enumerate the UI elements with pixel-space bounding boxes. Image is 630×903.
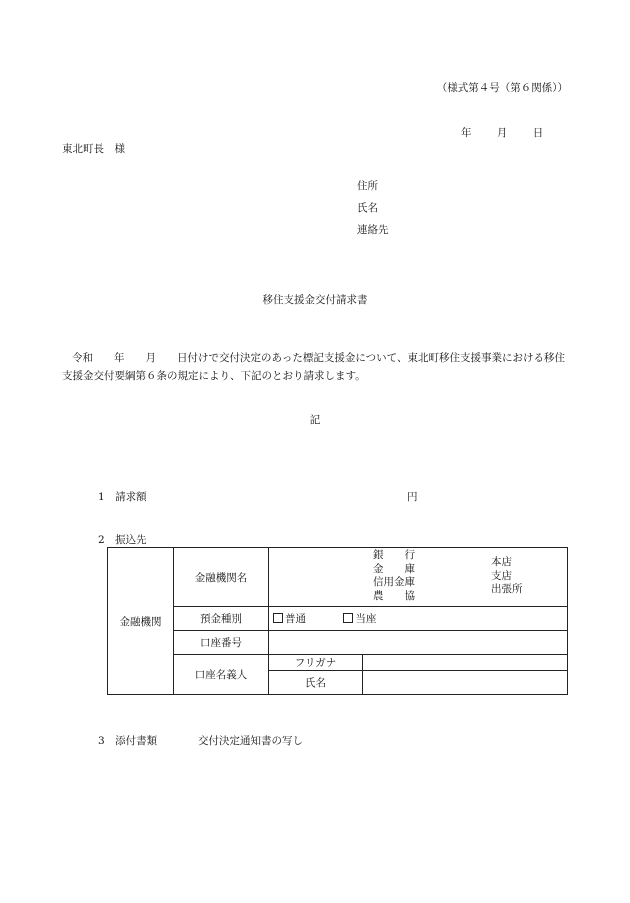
institution-type-list bbox=[373, 549, 415, 603]
amount-label: 1 請求額 bbox=[98, 491, 147, 503]
deposit-type-label: 預金種別 bbox=[174, 607, 269, 631]
furigana-label: フリガナ bbox=[269, 655, 363, 671]
transfer-label: 2 振込先 bbox=[98, 534, 147, 546]
attachments-label: 3 添付書類 bbox=[98, 735, 158, 747]
applicant-name-label: 氏名 bbox=[357, 202, 378, 214]
branch-type-branch[interactable]: 支店 bbox=[491, 569, 512, 582]
deposit-option-ordinary[interactable]: 普通 bbox=[273, 613, 306, 625]
date-year: 年 bbox=[461, 127, 472, 139]
ordinary-checkbox[interactable] bbox=[273, 613, 283, 623]
branch-type-sub[interactable]: 出張所 bbox=[491, 583, 523, 595]
deposit-option-current[interactable]: 当座 bbox=[343, 613, 376, 625]
attachments-value: 交付決定通知書の写し bbox=[198, 735, 303, 747]
deposit-type-field bbox=[269, 607, 568, 631]
branch-type-list bbox=[491, 556, 523, 597]
institution-name-label: 金融機関名 bbox=[174, 548, 269, 607]
ki-heading: 記 bbox=[309, 414, 321, 426]
branch-type-head[interactable]: 本店 bbox=[491, 556, 512, 568]
date-day: 日 bbox=[532, 127, 544, 139]
institution-type-bank[interactable]: 銀 行 bbox=[373, 549, 415, 561]
institution-type-kinko[interactable]: 金 庫 bbox=[373, 562, 415, 575]
applicant-address-label: 住所 bbox=[357, 180, 378, 192]
furigana-field[interactable] bbox=[363, 655, 568, 671]
document-title: 移住支援金交付請求書 bbox=[262, 294, 368, 306]
request-statement: 令和 年 月 日付けで交付決定のあった標記支援金について、東北町移住支援事業における移住支援金交付要綱第６条の規定により、下記のとおり請求します。 bbox=[62, 352, 565, 382]
account-number-label: 口座番号 bbox=[174, 631, 269, 655]
account-number-field[interactable] bbox=[269, 631, 568, 655]
holder-name-field[interactable] bbox=[363, 671, 568, 695]
amount-unit: 円 bbox=[407, 491, 418, 503]
bank-account-table bbox=[107, 547, 568, 695]
institution-type-nokyo[interactable]: 農 協 bbox=[373, 589, 415, 602]
account-holder-label: 口座名義人 bbox=[174, 655, 269, 695]
financial-institution-group-label: 金融機関 bbox=[108, 548, 174, 695]
date-month: 月 bbox=[496, 127, 508, 139]
institution-name-field[interactable] bbox=[269, 548, 568, 607]
addressee: 東北町長 様 bbox=[62, 143, 125, 155]
date-line bbox=[461, 125, 565, 140]
holder-name-label: 氏名 bbox=[269, 671, 363, 695]
institution-type-shinkin[interactable]: 信用金庫 bbox=[373, 576, 415, 588]
applicant-contact-label: 連絡先 bbox=[357, 224, 389, 236]
form-number: （様式第４号（第６関係）） bbox=[436, 82, 568, 94]
current-checkbox[interactable] bbox=[343, 613, 353, 623]
